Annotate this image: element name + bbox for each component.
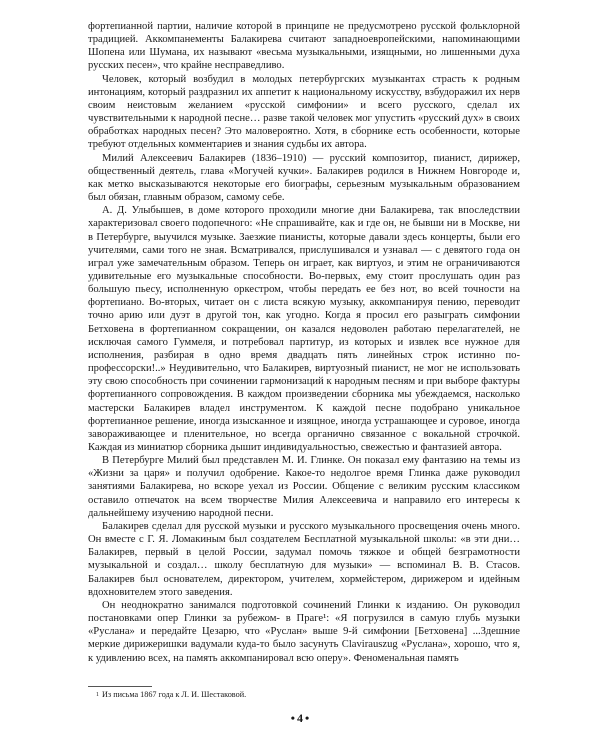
paragraph: Милий Алексеевич Балакирев (1836–1910) — русский композитор, пианист, дирижер, общественный деятель, глава «Могучей кучки». Балакирев родился в Нижнем Новгороде и, как метко высказываются некоторые его биографы, серьезным музыкальным образованием был обязан, главным образом, самому себе. <box>88 152 520 204</box>
paragraph: фортепианной партии, наличие которой в принципе не предусмотрено русской фольклорной традицией. Аккомпанементы Балакирева считают западноевропейскими, напоминающими Шопена или Шумана, их называют «весьма музыкальными, изящными, но лишенными духа русских песен», что крайне несправедливо. <box>88 21 520 72</box>
paragraph: Он неоднократно занимался подготовкой сочинений Глинки к изданию. Он руководил постановками опер Глинки за рубежом- в Праге¹: «Я погрузился в самую глубь музыки «Руслана» и передайте Цезарю, что «Руслан» выше 9-й симфонии [Бетховена] ...Здешние меркие дирижеришки вадумали куда-то было засунуть Clavirauszug «Руслана», хорошо, что я, к удивлению всех, на память аккомпанировал всю оперу». Феноменальная память <box>88 599 520 664</box>
page-number-dot-right: • <box>305 711 310 725</box>
paragraph: А. Д. Улыбышев, в доме которого проходили многие дни Балакирева, так впоследствии характеризовал своего подопечного: «Не спрашивайте, как и где он, не бывши ни в Москве, ни в Петербурге, выучился музыке. Заезжие пианисты, которые давали здесь концерты, были его учителями, сами того не зная. Всматривался, прислушивался и узнавал — с девятого года он играл уже замечательным образом. Теперь он играет, как виртуоз, и этим не ограничиваются удивительные его музыкальные способности. Во-первых, ему стоит прослушать один раз большую пьесу, исполненную оркестром, чтобы передать ее без нот, во всей точности на фортепиано. Во-вторых, читает он с листа всякую музыку, аккомпанируя пению, переводит точно арию или дуэт в другой тон, как угодно. Когда я просил его разыграть симфонии Бетховена в фортепианном сокращении, он казался недоволен работаю перелагателей, не исключая самого Гуммеля, и потребовал партитур, из которых и извлек все нужное для исполнения, разбирая в одно время двадцать пять линейных строк истинно по-профессорски!..» Неудивительно, что Балакирев, виртуозный пианист, не мог не использовать эту свою способность при сочинении гармонизаций к народным песням и при выборе фактуры фортепианного сопровождения. В каждом произведении сборника мы убеждаемся, насколько мастерски Балакирев владел инструментом. К каждой песне подобрано уникальное фортепианное решение, иногда изысканное и изящное, иногда устрашающее и суровое, иногда завораживающее и пленительное, но всегда органично связанное с вокальной строчкой. Каждая из миниатюр сборника дышит индивидуальностью, свежестью и фантазией автора. <box>88 205 520 453</box>
body-text <box>88 20 520 665</box>
footnote-text: Из письма 1867 года к Л. И. Шестаковой. <box>102 690 247 699</box>
paragraph: Человек, который возбудил в молодых петербургских музыкантах страсть к родным интонациям, который раздразнил их аппетит к национальному искусству, взбудоражил их нерв своим неистовым желанием «русской симфонии» и всего русского, сделал их чувствительными к народной песне… разве такой человек мог упустить «русский дух» в своих обработках народных песен? Это маловероятно. Хотя, в сборнике есть особенности, которые требуют отдельных комментариев и знания судьбы их автора. <box>88 73 520 151</box>
page-number-dot-left: • <box>290 711 295 725</box>
footnote <box>96 690 516 700</box>
paragraph: В Петербурге Милий был представлен М. И. Глинке. Он показал ему фантазию на темы из «Жизни за царя» и получил одобрение. Какое-то недолгое время Глинка даже руководил занятиями Балакирева, но вскоре уехал из России. Общение с великим русским классиком оставило отпечаток на всем творчестве Милия Алексеевича и направило его интересы к дальнейшему изучению народной песни. <box>88 455 520 519</box>
page-number-value: 4 <box>297 711 303 725</box>
footnote-mark: 1 <box>96 692 99 698</box>
page-number <box>0 711 600 726</box>
footnote-divider <box>88 686 152 687</box>
paragraph: Балакирев сделал для русской музыки и русского музыкального просвещения очень много. Он вместе с Г. Я. Ломакиным был создателем Бесплатной музыкальной школы: «в эти дни… Балакирев, первый в целой России, задумал помочь тяжкое и общей безграмотности музыкальной и создал… школу бесплатную для музыки» — вспоминал В. В. Стасов. Балакирев был основателем, директором, учителем, хормейстером, дирижером и идейным вдохновителем этого заведения. <box>88 520 520 598</box>
